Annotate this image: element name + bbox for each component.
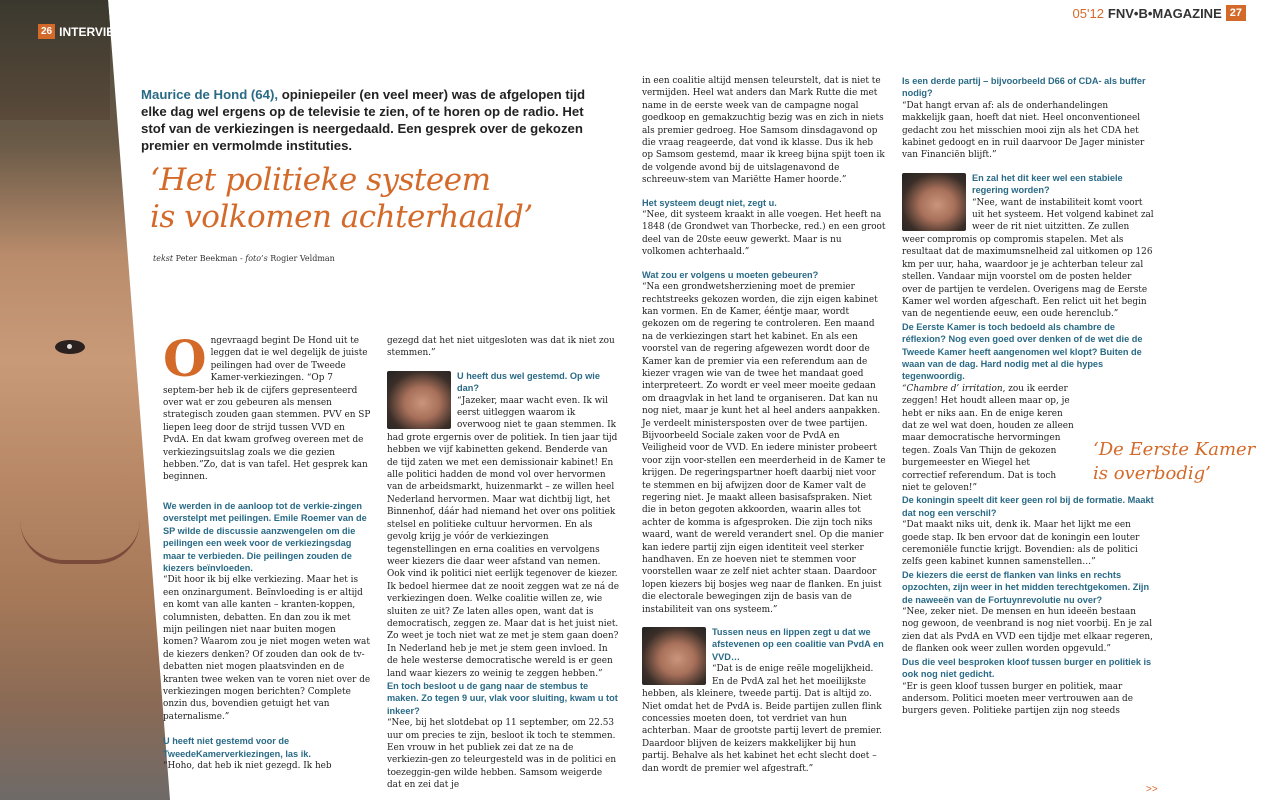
question-9-block [902,172,1154,321]
question-7: Tussen neus en lippen zegt u dat we afstevenen op een coalitie van PvdA en VVD… [712,627,884,662]
left-page-number: 26 [38,24,55,39]
continue-arrow-icon[interactable]: >> [1146,784,1158,795]
byline-foto-label: foto’s [245,254,268,263]
byline-author: Peter Beekman - [173,254,246,263]
answer-10 [902,383,1074,495]
question-2: U heeft niet gestemd voor de TweedeKamerverkiezingen, las ik. [163,736,311,759]
question-11: De koningin speelt dit keer geen rol bij de formatie. Maakt dat nog een verschil? [902,495,1154,518]
portrait-mouth [20,520,140,564]
byline-photographer: Rogier Veldman [267,254,335,263]
question-5: Het systeem deugt niet, zegt u. [642,197,777,208]
interviewee-thumbnail [642,627,706,685]
answer-10-text: , zou ik eerder zeggen! Het houdt alleen maar op, je hebt er niks aan. En de enige keren dat ze wel wat doen, houden ze alleen maar democratische hervormingen tegen. Zoals Van Thijn de gekozen burgemeester en Wiegel het correctief referendum. Dat is toch niet te geloven!” [902,383,1074,493]
issue-number: 05'12 [1072,5,1104,21]
column-1-paragraph-1: ngevraagd begint De Hond uit te leggen dat ie wel degelijk de juiste peilingen had over de Tweede Kamer-verkiezingen. “Op 7 septem-ber heb ik de cijfers gepresenteerd over wat er zou gebeuren als mensen strategisch zouden gaan stemmen. PVV en SP liepen leeg door de strijd tussen VVD en PvdA. En dat kwam grofweg overeen met de verkiezingsuitslag zoals we die gezien hebben.”Zo, dat is van tafel. Het gesprek kan beginnen. [163,336,371,483]
answer-13: “Er is geen kloof tussen burger en politiek, maar andersom. Politici moeten meer vertrouwen aan de burgers geven. Politieke partijen zijn nog steeds [902,681,1133,717]
question-9: En zal het dit keer wel een stabiele regering worden? [972,172,1123,196]
portrait-eye [55,340,85,354]
question-12: De kiezers die eerst de flanken van links en rechts opzochten, zijn weer in het midden terechtgekomen. Zijn de naweeën van de Fortuynrevolutie nu over? [902,569,1150,605]
pull-quote-line-2: is overbodig’ [1093,463,1211,484]
question-4: En toch besloot u de gang naar de stembus te maken. Zo tegen 9 uur, vlak voor sluiting, kwam u tot inkeer? [387,680,618,716]
question-8: Is een derde partij – bijvoorbeeld D66 of CDA- als buffer nodig? [902,76,1146,99]
answer-4: “Nee, bij het slotdebat op 11 september, om 22.53 uur om precies te zijn, besloot ik toch te stemmen. Een vrouw in het publiek zei dat ze na de verkiezin-gen zo teleurgesteld was in de politici en toezeggin-gen wilde hebben. Samsom weigerde dat en zei dat je [387,718,617,791]
pull-quote-line-1: ‘De Eerste Kamer [1093,439,1256,460]
intro-name: Maurice de Hond (64), [141,87,279,102]
interviewee-thumbnail [902,173,966,231]
question-13: Dus die veel besproken kloof tussen burger en politiek is ook nog niet gedicht. [902,656,1152,680]
question-10: De Eerste Kamer is toch bedoeld als chambre de réflexion? Nog even goed over denken of de wet die de Tweede Kamer heeft aangenomen wel klopt? Buiten de waan van de dag. Hard nodig met al die hypes tegenwoordig. [902,321,1143,382]
article-column-1 [163,329,371,772]
answer-9: “Nee, want de instabiliteit komt voort uit het systeem. Het volgend kabinet zal weer de rit niet uitzitten. Ze zullen weer compromis op compromis stapelen. Met als resultaat dat de maximumsnelheid zal uitkomen op 126 km per uur, haha, waardoor je je achterban teleur zal stellen. Vandaar mijn voorstel om de posten helder over de partijen te verdelen. Overigens mag de Eerste Kamer wel worden afgeschaft. Een relict uit het begin van de negentiende eeuw, een oude herenclub.” [902,197,1154,320]
portrait-hair [0,0,110,120]
answer-6: “Na een grondwetsherziening moet de premier rechtstreeks gekozen worden, die zijn eigen kabinet kan vormen. En de Kamer, ééntje maar, wordt gekozen om de regering te controleren. Een maand na de verkiezingen start het kabinet. En als een voorstel van de regering afgewezen wordt door de Kamer kan de premier via een referendum aan de kiezer vragen wie van de twee het mandaat goed interpreteert. Zo wordt er veel meer moeite gedaan om draagvlak in het land te organiseren. Dat kan nu nog niet, maar je kunt het al heel anders aanpakken. Je verdeelt ministersposten over de twee partijen. Bijvoorbeeld Sociale zaken voor de PvdA en Veiligheid voor de VVD. En iedere minister probeert voor zijn voor-stellen een meerderheid in de Kamer te krijgen. De regeringspartner hoeft daarbij niet voor te stemmen en bij afwijzen door de Kamer valt de regering niet. Je maakt alleen basisafspraken. Niet die in beton gegoten akkoorden, waarin alles tot achter de komma is afgesproken. Die zijn toch niks waard, want de wereld verandert snel. Op die manier kan iedere partij zijn eigen identiteit veel sterker handhaven. En ze hoeven niet te stemmen voor voorstellen waar ze zelf niet achter staan. Daardoor lopen kiezers bij bosjes weg naar de flanken. En juist die electorale bewegingen zijn de basis van de instabiliteit van ons systeem.” [642,282,886,615]
magazine-title: FNV•B•MAGAZINE [1107,5,1222,21]
interviewee-thumbnail [387,371,451,429]
right-page-header [1073,5,1246,21]
answer-2-end: gezegd dat het niet uitgesloten was dat ik niet zou stemmen.” [387,336,615,359]
answer-8: “Dat hangt ervan af: als de onderhandelingen makkelijk gaan, hoeft dat niet. Heel onconventioneel gedacht zou het misschien mooi zijn als het CDA het kabinet gedoogt en in ruil daarvoor De Jager minister van Financiën blijft.” [902,100,1145,161]
drop-cap: O [163,329,207,388]
right-page-number: 27 [1226,5,1246,21]
section-label: INTERVIEW [59,24,126,39]
answer-4-end: in een coalitie altijd mensen teleurstelt, dat is niet te vermijden. Heel wat anders dan Mark Rutte die met name in de eerste week van de campagne nogal goedkoop en gemakzuchtig bezig was en zich in niets als premier gedroeg. Hoe Samsom dinsdagavond op die vraag reageerde, dat vond ik klasse. Dus ik heb op Samsom gestemd, maar ik kreeg bijna spijt toen ik de volgende avond bij de uitslagenavond de schreeuw-stem van Mariëtte Hamer hoorde.” [642,76,885,186]
question-3: U heeft dus wel gestemd. Op wie dan? [457,370,600,394]
article-headline [150,162,533,236]
left-page-header [38,24,126,39]
answer-1: “Dit hoor ik bij elke verkiezing. Maar het is een onzinargument. Beïnvloeding is er altijd en komt van alle kanten – kranten-koppen, columnisten, debatten. En dan zou ik met mijn peilingen niet naar buiten mogen komen? Waarom zou je niet mogen weten wat de kiezers denken? Of zouden dan ook de tv-debatten niet mogen plaatsvinden en de kranten twee weken van te voren niet over de verkiezingen mogen berichten? Complete onzin dus, bovendien getuigt het van paternalisme.” [163,575,371,722]
answer-3: “Jazeker, maar wacht even. Ik wil eerst uitleggen waarom ik overwoog niet te gaan stemmen. Ik had grote ergernis over de politiek. In tien jaar tijd hebben we vijf kabinetten gekend. Benderde van de tijd zaten we met een demissionair kabinet! En alle politici hadden de mond vol over hervormen van de arbeidsmarkt, huizenmarkt – ze willen heel Nederland hervormen. Maar wat dichtbij ligt, het Binnenhof, dáár had niemand het over ons politiek stelsel en politieke cultuur hervormen. En als gevolg krijg je vóór de verkiezingen tegenstellingen en erna coalities en vervolgens weer kiezers die daar weer afstand van nemen. Ook vind ik politici niet eerlijk tegenover de kiezer. Ik bedoel hiermee dat ze nooit zeggen wat ze ná de verkiezingen doen. Welke coalitie willen ze, wie sluiten ze uit? Ze laten alles open, want dat is democratisch, zeggen ze. Maar dat is het juist niet. Zo weet je toch niet wat ze met je stem gaan doen? In Nederland heb je met je stem geen invloed. In de hele westerse democratische wereld is er geen land waar kiezers zo weinig te zeggen hebben.” [387,395,619,679]
intro-paragraph [141,86,611,154]
intro-text: opiniepeiler (en veel meer) was de afgelopen tijd elke dag wel ergens op de televisie te zien, of te horen op de radio. Het stof van de verkiezingen is neergedaald. Een gesprek over de gekozen premier en vermolmde instituties. [141,87,586,153]
byline [153,254,335,263]
answer-7: “Dat is de enige reële mogelijkheid. En de PvdA zal het het moeilijkste hebben, als kleinere, tweede partij. Dat is altijd zo. Niet omdat het de PvdA is. Beide partijen zullen flink concessies moeten doen, tot verdriet van hun achterban. Maar de grootste partij levert de premier. Daardoor blijven de keizers makkelijker bij hun partij. Behalve als het kabinet het echt slecht doet – dan wordt de premier wel afgestraft.” [642,664,882,774]
answer-12: “Nee, zeker niet. De mensen en hun ideeën bestaan nog gewoon, de veenbrand is nog niet voorbij. En je zal zien dat als PvdA en VVD een tijdje met elkaar regeren, de flanken ook weer zullen worden opgevuld.” [902,607,1153,655]
answer-11: “Dat maakt niks uit, denk ik. Maar het lijkt me een goede stap. Ik ben ervoor dat de koningin een louter ceremoniële functie krijgt. Bovendien: als de politici zelfs geen kabinet kunnen samenstellen…” [902,520,1140,568]
question-1: We werden in de aanloop tot de verkie-zingen overstelpt met peilingen. Emile Roemer van de SP wilde de discussie aanzwengelen om die peilingen een week voor de verkiezingsdag maar te verbieden. Die peilingen zouden de kiezers beïnvloeden. [163,500,367,573]
question-3-block [387,370,619,680]
article-column-2 [387,335,619,792]
article-column-3 [642,75,886,775]
byline-tekst-label: tekst [153,254,174,263]
question-6: Wat zou er volgens u moeten gebeuren? [642,269,819,280]
headline-line-1: ‘Het politieke systeem [150,162,491,198]
article-column-4 [902,75,1154,718]
pull-quote [1093,438,1255,486]
answer-2-start: “Hoho, dat heb ik niet gezegd. Ik heb [163,761,332,771]
question-7-block [642,626,886,775]
column-1-opening [163,329,371,484]
answer-10-italic: “Chambre d’ irritation [902,383,1003,394]
answer-5: “Nee, dit systeem kraakt in alle voegen. Het heeft na 1848 (de Grondwet van Thorbecke, red.) en een groot deel van de 20ste eeuw gewerkt. Maar is nu volkomen achterhaald.” [642,210,886,258]
headline-line-2: is volkomen achterhaald’ [150,199,533,235]
